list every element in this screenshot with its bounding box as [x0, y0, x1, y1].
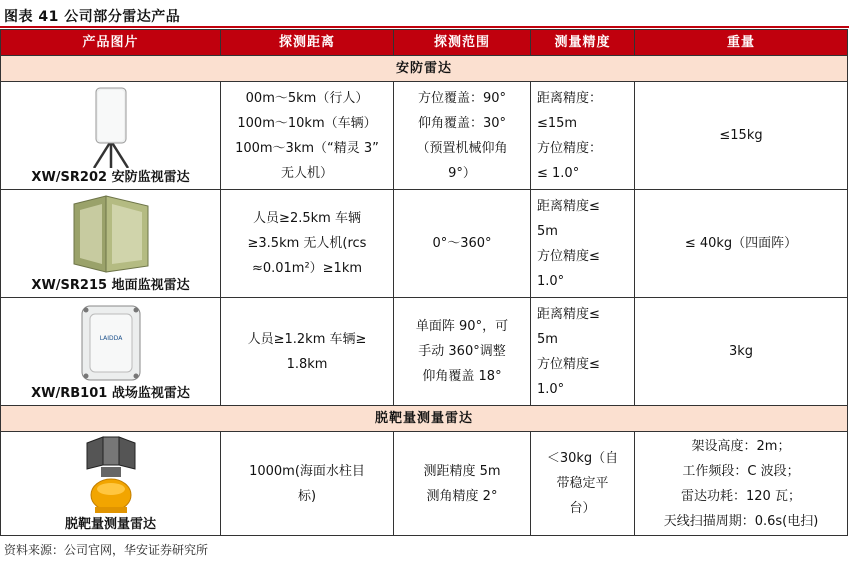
- coverage-line: （预置机械仰角: [416, 140, 508, 156]
- table-row: [1, 82, 848, 190]
- section-row-security: [1, 56, 848, 82]
- accuracy-line: 方位精度≤: [537, 248, 600, 264]
- weight-cell: [635, 432, 848, 536]
- range-line: 100m～3km（“精灵 3”: [235, 140, 379, 156]
- accuracy-line: ≤ 1.0°: [537, 165, 580, 181]
- accuracy-cell: [531, 190, 635, 298]
- coverage-line: 单面阵 90°，可: [415, 319, 509, 334]
- accuracy-line: 方位精度：: [537, 140, 603, 156]
- accuracy-cell: [531, 432, 635, 536]
- accuracy-line: 5m: [537, 223, 558, 239]
- accuracy-line: 方位精度≤: [537, 356, 600, 372]
- range-line: 无人机）: [280, 165, 333, 181]
- coverage-cell: [394, 298, 531, 406]
- accuracy-line: 台）: [569, 501, 596, 516]
- weight-line: 工作频段：C 波段；: [682, 463, 800, 479]
- product-image-cell: [1, 298, 221, 406]
- coverage-cell: [394, 82, 531, 190]
- header-weight: 重量: [635, 30, 848, 56]
- product-image-cell: [1, 190, 221, 298]
- accuracy-line: 1.0°: [537, 381, 565, 397]
- accuracy-cell: [531, 82, 635, 190]
- coverage-cell: [394, 190, 531, 298]
- weight-line: 天线扫描周期：0.6s(电扫): [663, 513, 819, 529]
- radar-sr202-image: [76, 86, 146, 168]
- range-cell: [221, 82, 394, 190]
- weight-line: 3kg: [728, 344, 754, 359]
- miss-distance-radar-image: [81, 435, 141, 515]
- coverage-line: 手动 360°调整: [418, 344, 506, 359]
- figure-title: 图表 41 公司部分雷达产品: [4, 9, 181, 25]
- product-image-cell: [1, 82, 221, 190]
- coverage-line: 仰角覆盖 18°: [422, 369, 502, 384]
- coverage-line: 9°）: [448, 165, 476, 181]
- coverage-cell: [394, 432, 531, 536]
- radar-rb101-image: [76, 302, 146, 384]
- range-cell: [221, 432, 394, 536]
- accuracy-line: ≤15m: [537, 115, 578, 131]
- coverage-line: 仰角覆盖：30°: [417, 115, 507, 131]
- accuracy-line: 距离精度≤: [537, 198, 600, 214]
- range-line: 1000m(海面水柱目: [249, 463, 365, 479]
- coverage-line: 测距精度 5m: [423, 463, 501, 479]
- weight-cell: [635, 190, 848, 298]
- section-row-miss: [1, 406, 848, 432]
- table-row: [1, 432, 848, 536]
- product-name: XW/RB101 战场监视雷达: [31, 386, 190, 401]
- accuracy-line: 1.0°: [537, 273, 565, 289]
- accuracy-line: 距离精度≤: [537, 306, 600, 322]
- product-name: XW/SR215 地面监视雷达: [31, 278, 190, 293]
- accuracy-line: 带稳定平: [556, 476, 609, 491]
- source-note: 资料来源：公司官网，华安证券研究所: [4, 543, 209, 557]
- header-accuracy: 测量精度: [531, 30, 635, 56]
- title-rule: [0, 26, 849, 28]
- range-line: 1.8km: [286, 356, 328, 372]
- products-table: [0, 29, 848, 536]
- product-name: XW/SR202 安防监视雷达: [31, 170, 190, 185]
- table-row: [1, 190, 848, 298]
- radar-sr215-image: [66, 194, 156, 276]
- accuracy-line: 5m: [537, 331, 558, 347]
- range-line: ≥3.5km 无人机(rcs: [247, 236, 367, 251]
- weight-line: ≤15kg: [719, 128, 763, 143]
- accuracy-line: ＜30kg（自: [546, 451, 619, 466]
- weight-cell: [635, 82, 848, 190]
- coverage-line: 测角精度 2°: [426, 488, 498, 504]
- range-line: ≈0.01m²）≥1km: [251, 261, 363, 276]
- header-coverage: 探测范围: [394, 30, 531, 56]
- section-miss-label: 脱靶量测量雷达: [1, 406, 848, 432]
- coverage-line: 0°～360°: [432, 236, 492, 251]
- header-range: 探测距离: [221, 30, 394, 56]
- weight-line: 雷达功耗：120 瓦；: [681, 488, 801, 504]
- section-security-label: 安防雷达: [1, 56, 848, 82]
- header-row: [1, 30, 848, 56]
- product-name: 脱靶量测量雷达: [64, 517, 156, 532]
- weight-line: 架设高度：2m；: [691, 438, 791, 454]
- table-row: [1, 298, 848, 406]
- accuracy-cell: [531, 298, 635, 406]
- range-line: 人员≥2.5km 车辆: [253, 211, 361, 226]
- weight-line: ≤ 40kg（四面阵）: [684, 236, 798, 251]
- range-line: 00m～5km（行人）: [245, 90, 369, 106]
- coverage-line: 方位覆盖：90°: [417, 90, 507, 106]
- range-cell: [221, 190, 394, 298]
- product-image-cell: [1, 432, 221, 536]
- range-line: 人员≥1.2km 车辆≥: [247, 331, 367, 347]
- weight-cell: [635, 298, 848, 406]
- range-line: 100m～10km（车辆）: [237, 115, 377, 131]
- range-cell: [221, 298, 394, 406]
- range-line: 标): [297, 488, 317, 504]
- header-image: 产品图片: [1, 30, 221, 56]
- accuracy-line: 距离精度：: [537, 90, 603, 106]
- laidda-logo: LAIDDA: [99, 335, 122, 342]
